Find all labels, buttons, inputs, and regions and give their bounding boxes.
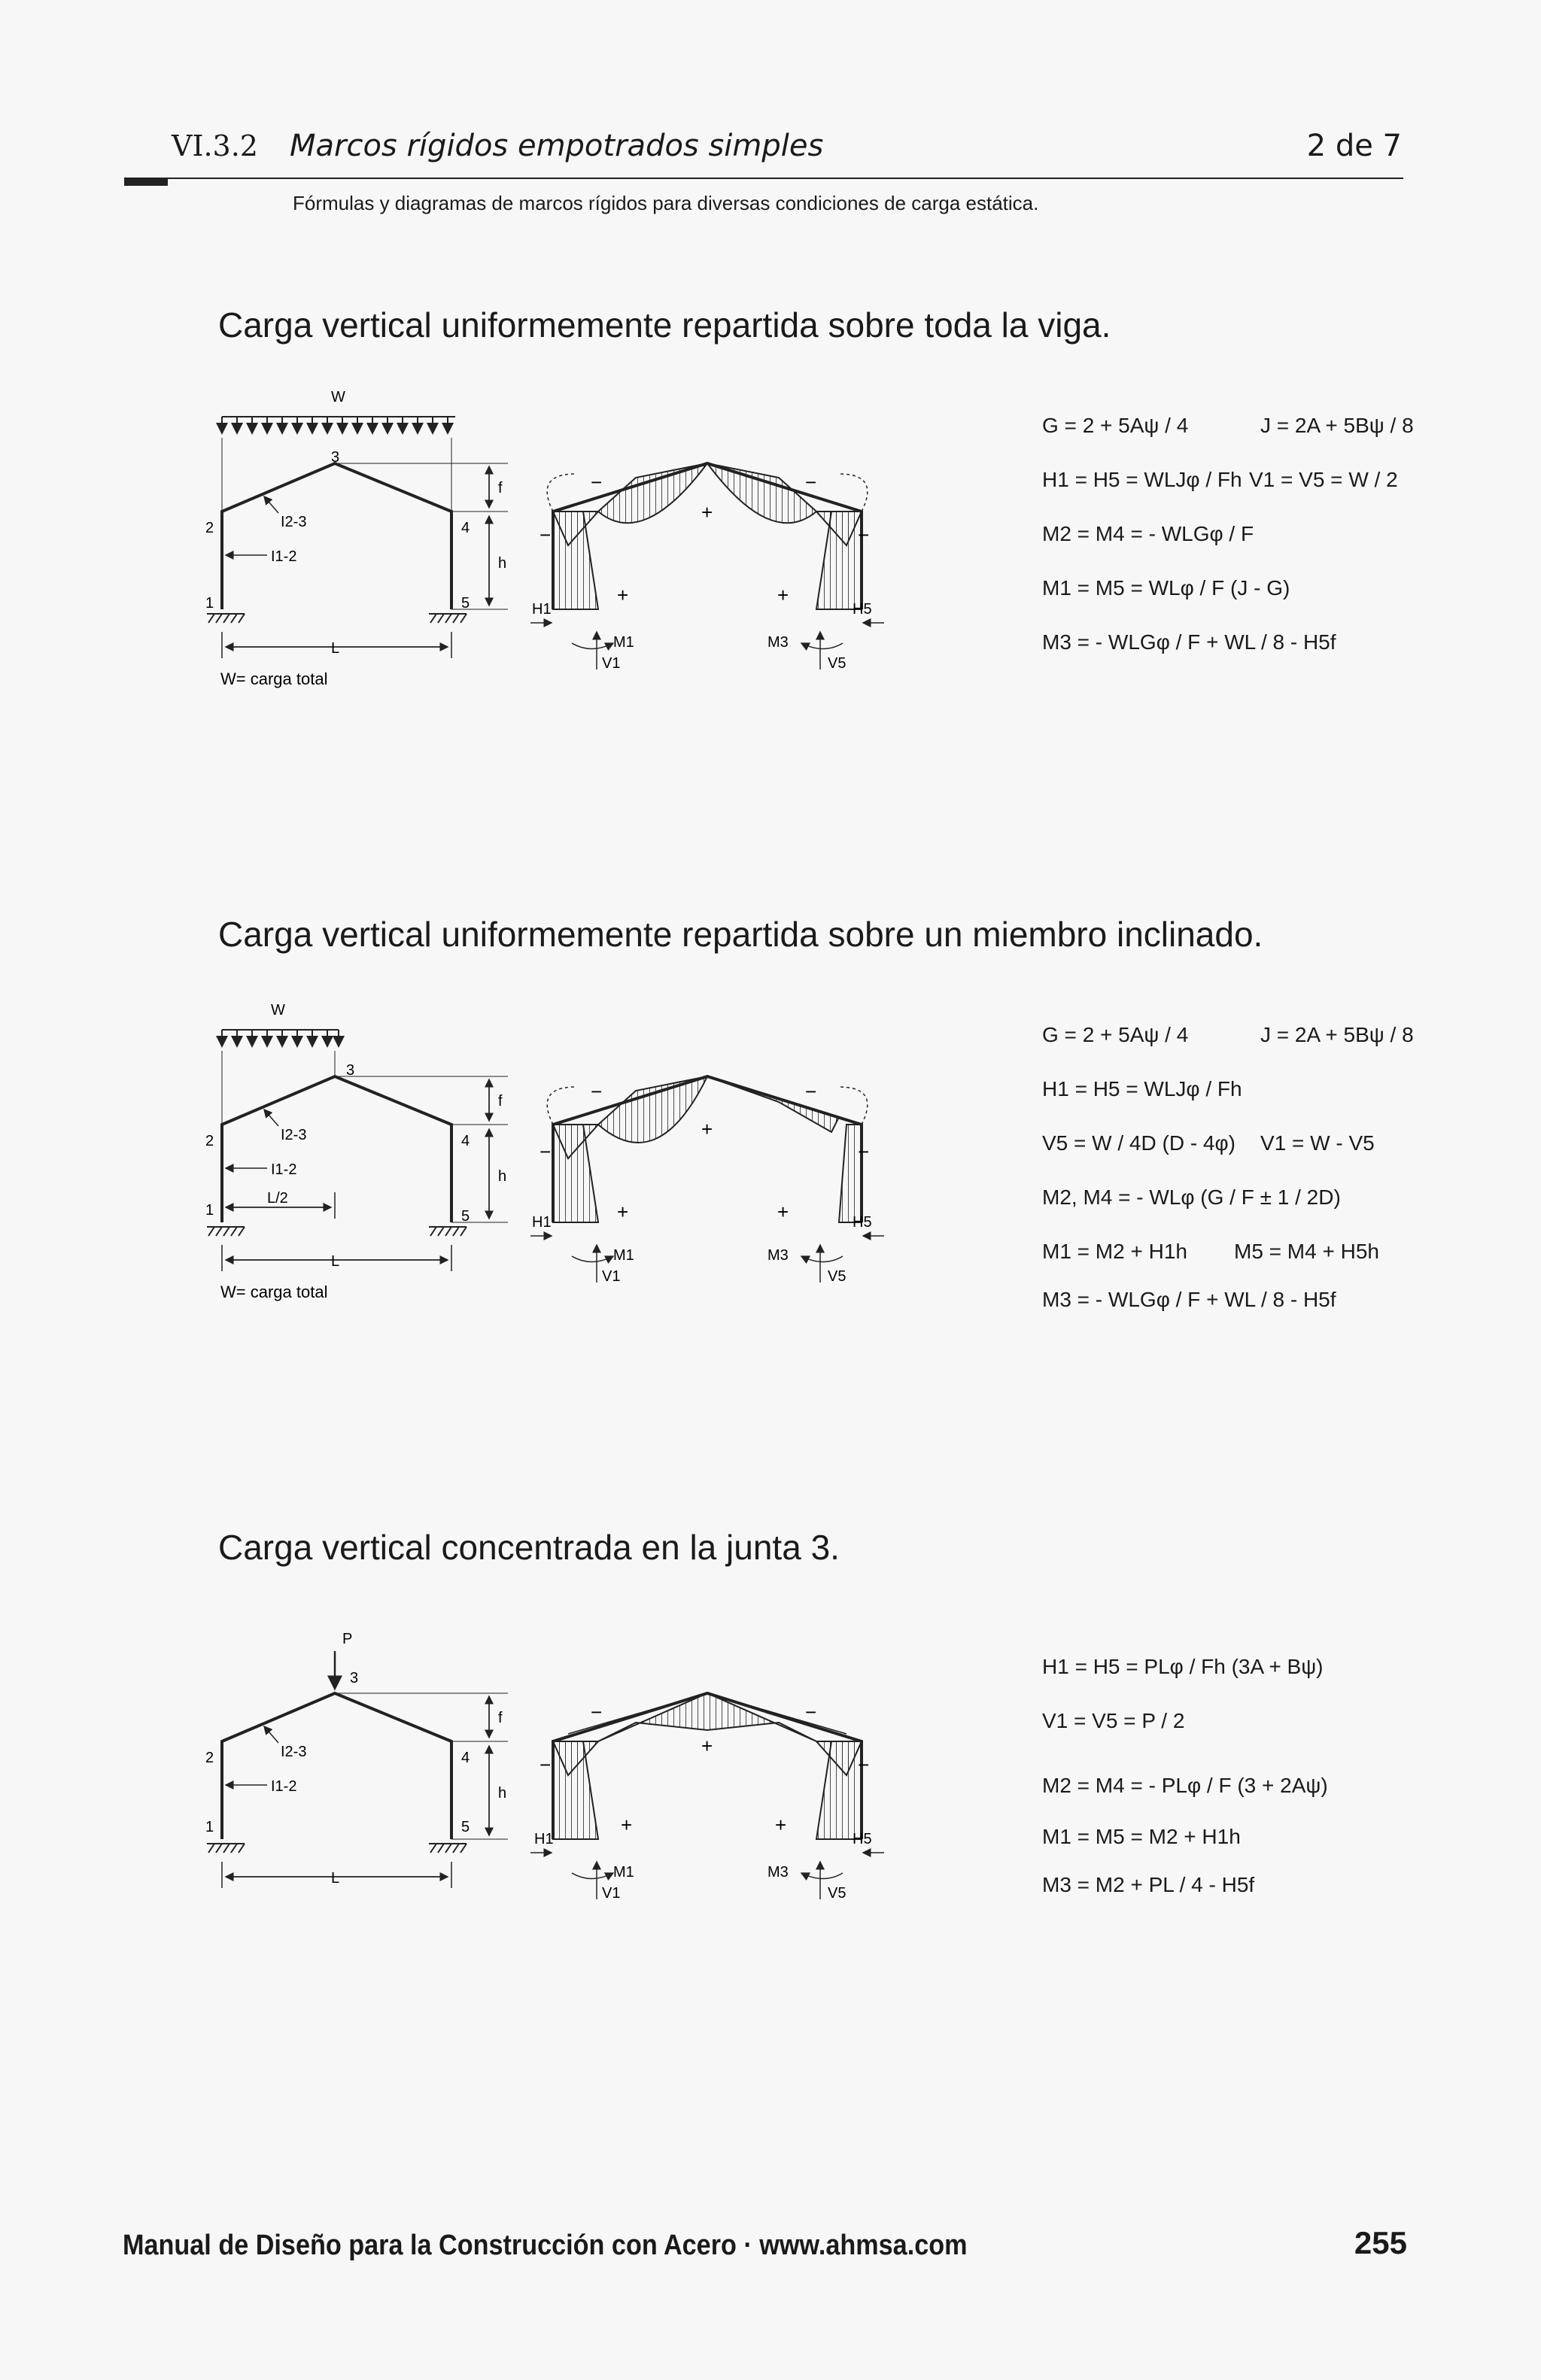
node-1-label: 1: [205, 1819, 214, 1835]
svg-text:−: −: [540, 1753, 552, 1776]
H1-label: H1: [532, 601, 552, 618]
node-3-label: 3: [346, 1062, 355, 1079]
svg-text:−: −: [540, 1140, 552, 1163]
formula-J: J = 2A + 5Bψ / 8: [1260, 414, 1414, 437]
span-L-label: L: [331, 1253, 340, 1270]
span-L-label: L: [331, 1870, 340, 1887]
case-1-frame-and-moment-svg: [192, 384, 914, 700]
formula-M1: M1 = M2 + H1h: [1042, 1240, 1187, 1263]
case-2-diagram: [192, 997, 914, 1313]
H5-label: H5: [853, 1214, 872, 1231]
node-1-label: 1: [205, 1202, 214, 1219]
formula-V5: V5 = W / 4D (D - 4φ): [1042, 1131, 1236, 1155]
svg-text:+: +: [617, 584, 629, 606]
M3-label: M3: [767, 1864, 789, 1881]
inertia-2-3-label: I2-3: [281, 514, 307, 530]
svg-text:+: +: [701, 1118, 713, 1140]
frame: [222, 1076, 451, 1222]
moment-diagram: [540, 1076, 869, 1223]
svg-text:−: −: [805, 1080, 817, 1103]
node-4-label: 4: [461, 520, 470, 536]
formula-M2-M4: M2 = M4 = - PLφ / F (3 + 2Aψ): [1042, 1774, 1328, 1797]
formula-M3: M3 = M2 + PL / 4 - H5f: [1042, 1873, 1255, 1896]
distributed-load-arrows: [222, 417, 455, 433]
page-number: 255: [1354, 2225, 1407, 2260]
node-2-label: 2: [205, 520, 214, 536]
svg-text:−: −: [858, 1140, 870, 1163]
inertia-2-3-label: I2-3: [281, 1744, 307, 1760]
formula-V1-V5: V1 = V5 = P / 2: [1042, 1709, 1185, 1732]
height-h-label: h: [498, 555, 507, 572]
page-subtitle: Fórmulas y diagramas de marcos rígidos para diversas condiciones de carga estática.: [293, 192, 1039, 214]
frame: [222, 463, 451, 609]
svg-text:−: −: [591, 471, 603, 493]
svg-text:+: +: [621, 1814, 633, 1836]
M3-label: M3: [767, 1247, 789, 1264]
node-3-label: 3: [350, 1670, 359, 1686]
section-title: Marcos rígidos empotrados simples: [290, 129, 824, 163]
H1-label: H1: [534, 1831, 554, 1847]
span-L-label: L: [331, 640, 340, 657]
svg-text:+: +: [777, 584, 789, 606]
inertia-1-2-label: I1-2: [271, 548, 297, 565]
H5-label: H5: [853, 1831, 872, 1847]
formula-M3: M3 = - WLGφ / F + WL / 8 - H5f: [1042, 630, 1336, 654]
node-4-label: 4: [461, 1133, 470, 1149]
header-rule: [124, 178, 1403, 179]
load-label: P: [342, 1631, 353, 1647]
svg-text:−: −: [540, 524, 552, 546]
formula-H1-H5: H1 = H5 = PLφ / Fh (3A + Bψ): [1042, 1655, 1324, 1678]
M1-label: M1: [613, 634, 634, 651]
load-label: W: [271, 1002, 285, 1018]
case-2-frame-and-moment-svg: [192, 997, 914, 1313]
V1-label: V1: [602, 655, 621, 672]
height-h-label: h: [498, 1168, 507, 1185]
node-5-label: 5: [461, 595, 470, 612]
load-note: W= carga total: [220, 1283, 328, 1301]
case-1-diagram: [192, 384, 914, 700]
svg-text:−: −: [805, 1701, 817, 1723]
svg-text:+: +: [617, 1201, 629, 1223]
case-3-frame-and-moment-svg: [192, 1613, 914, 1929]
V1-label: V1: [602, 1268, 621, 1285]
M3-label: M3: [767, 634, 789, 651]
load-note: W= carga total: [220, 669, 328, 688]
svg-text:−: −: [858, 1753, 870, 1776]
formula-H1-H5: H1 = H5 = WLJφ / Fh: [1042, 468, 1242, 491]
svg-text:+: +: [701, 501, 713, 524]
V5-label: V5: [828, 1885, 846, 1902]
V1-label: V1: [602, 1885, 621, 1902]
node-2-label: 2: [205, 1133, 214, 1149]
H5-label: H5: [853, 601, 872, 618]
formula-M3: M3 = - WLGφ / F + WL / 8 - H5f: [1042, 1288, 1336, 1311]
node-2-label: 2: [205, 1750, 214, 1766]
load-label: W: [331, 389, 345, 405]
formula-V1-V5: V1 = V5 = W / 2: [1249, 468, 1398, 491]
moment-diagram: [540, 463, 869, 609]
rise-f-label: f: [498, 1710, 503, 1726]
svg-text:+: +: [701, 1735, 713, 1757]
frame: [222, 1693, 451, 1839]
rise-f-label: f: [498, 480, 503, 496]
case-2-title: Carga vertical uniformemente repartida sobre un miembro inclinado.: [218, 915, 1263, 954]
node-4-label: 4: [461, 1750, 470, 1766]
inertia-1-2-label: I1-2: [271, 1161, 297, 1178]
node-3-label: 3: [331, 449, 340, 466]
case-3-diagram: [192, 1613, 914, 1929]
moment-diagram: [540, 1693, 869, 1839]
page-counter: 2 de 7: [1306, 129, 1402, 163]
formula-M1-M5: M1 = M5 = WLφ / F (J - G): [1042, 576, 1290, 600]
rise-f-label: f: [498, 1093, 503, 1110]
case-3-title: Carga vertical concentrada en la junta 3.: [218, 1528, 840, 1567]
M1-label: M1: [613, 1864, 634, 1881]
height-h-label: h: [498, 1785, 507, 1802]
svg-text:+: +: [775, 1814, 787, 1836]
half-span-label: L/2: [267, 1190, 288, 1207]
node-1-label: 1: [205, 595, 214, 612]
footer-text: Manual de Diseño para la Construcción con Acero · www.ahmsa.com: [123, 2230, 968, 2261]
formula-M2-M4: M2, M4 = - WLφ (G / F ± 1 / 2D): [1042, 1185, 1341, 1209]
inertia-1-2-label: I1-2: [271, 1778, 297, 1795]
formula-H1-H5: H1 = H5 = WLJφ / Fh: [1042, 1077, 1242, 1100]
formula-M2-M4: M2 = M4 = - WLGφ / F: [1042, 522, 1254, 545]
node-5-label: 5: [461, 1819, 470, 1835]
inertia-2-3-label: I2-3: [281, 1127, 307, 1143]
svg-text:+: +: [777, 1201, 789, 1223]
formula-J: J = 2A + 5Bψ / 8: [1260, 1023, 1414, 1046]
formula-V1: V1 = W - V5: [1260, 1131, 1375, 1155]
V5-label: V5: [828, 1268, 846, 1285]
distributed-load-arrows: [222, 1030, 339, 1046]
formula-G: G = 2 + 5Aψ / 4: [1042, 1023, 1189, 1046]
header-tab-mark: [124, 178, 168, 186]
svg-text:−: −: [591, 1080, 603, 1103]
node-5-label: 5: [461, 1208, 470, 1225]
case-1-title: Carga vertical uniformemente repartida sobre toda la viga.: [218, 305, 1111, 345]
svg-text:−: −: [858, 524, 870, 546]
H1-label: H1: [532, 1214, 552, 1231]
V5-label: V5: [828, 655, 846, 672]
svg-text:−: −: [805, 471, 817, 493]
formula-G: G = 2 + 5Aψ / 4: [1042, 414, 1189, 437]
section-code: VI.3.2: [172, 129, 258, 162]
M1-label: M1: [613, 1247, 634, 1264]
formula-M5: M5 = M4 + H5h: [1234, 1240, 1379, 1263]
svg-text:−: −: [591, 1701, 603, 1723]
formula-M1-M5: M1 = M5 = M2 + H1h: [1042, 1825, 1241, 1848]
